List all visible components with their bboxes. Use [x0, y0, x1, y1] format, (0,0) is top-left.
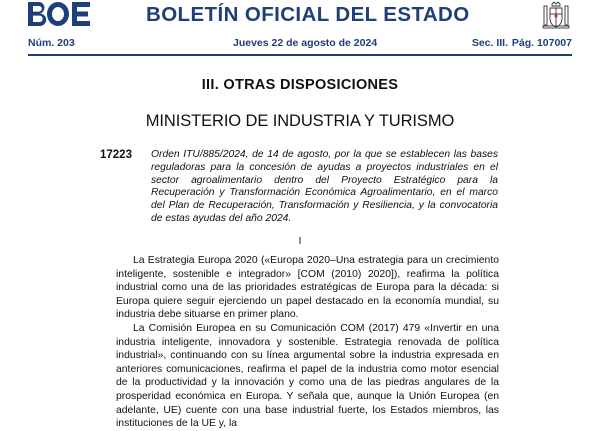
- coat-of-arms-icon: [541, 1, 571, 29]
- boe-logo-icon: [28, 2, 90, 26]
- paragraph: La Comisión Europea en su Comunicación COM (2017) 479 «Invertir en una industria inteligente, innovadora y sostenible. Estrategia renovada de política industrial», continuando con su línea argumental sobre la industria expresada en anteriores comunicaciones, reafirma el papel de la industria como motor esencial de la productividad y la innovación y como una de las piedras angulares de la prosperidad económica en Europa. Y señala que, aunque la Unión Europea (en adelante, UE) cuente con una base industrial fuerte, los Estados miembros, las instituciones de la UE y, la: [116, 322, 499, 430]
- gazette-meta: [28, 37, 572, 51]
- entry-summary: Orden ITU/885/2024, de 14 de agosto, por la que se establecen las bases reguladoras para la concesión de ayudas a proyectos industriales en el sector agroalimentario dentro del Proyecto Estratégico para la Recuperación y Transformación Económica Agroalimentario, en el marco del Plan de Recuperación, Transformación y Resiliencia, y la convocatoria de estas ayudas del año 2024.: [151, 149, 498, 224]
- entry-number: 17223: [100, 149, 132, 161]
- site-title: BOLETÍN OFICIAL DEL ESTADO: [146, 3, 470, 26]
- body-text: [116, 254, 499, 431]
- issue-date: Jueves 22 de agosto de 2024: [233, 37, 378, 49]
- section-label: Sec. III.: [471, 37, 508, 49]
- page-number: Pág. 107007: [511, 37, 572, 49]
- paragraph: La Estrategia Europa 2020 («Europa 2020–Una estrategia para un crecimiento inteligente, sostenible e integrador» [COM (2010) 2020]), reafirma la política industrial como una de las prioridades estratégicas de Europa para la década: si Europa quiere seguir ejerciendo un papel destacado en la economía mundial, su industria debe situarse en primer plano.: [116, 255, 499, 321]
- header-divider: [28, 54, 572, 56]
- section-title: III. OTRAS DISPOSICIONES: [201, 77, 399, 93]
- page-header: [0, 0, 600, 36]
- roman-heading: I: [298, 235, 302, 247]
- ministry-heading: MINISTERIO DE INDUSTRIA Y TURISMO: [145, 112, 455, 130]
- issue-number: Núm. 203: [28, 37, 75, 49]
